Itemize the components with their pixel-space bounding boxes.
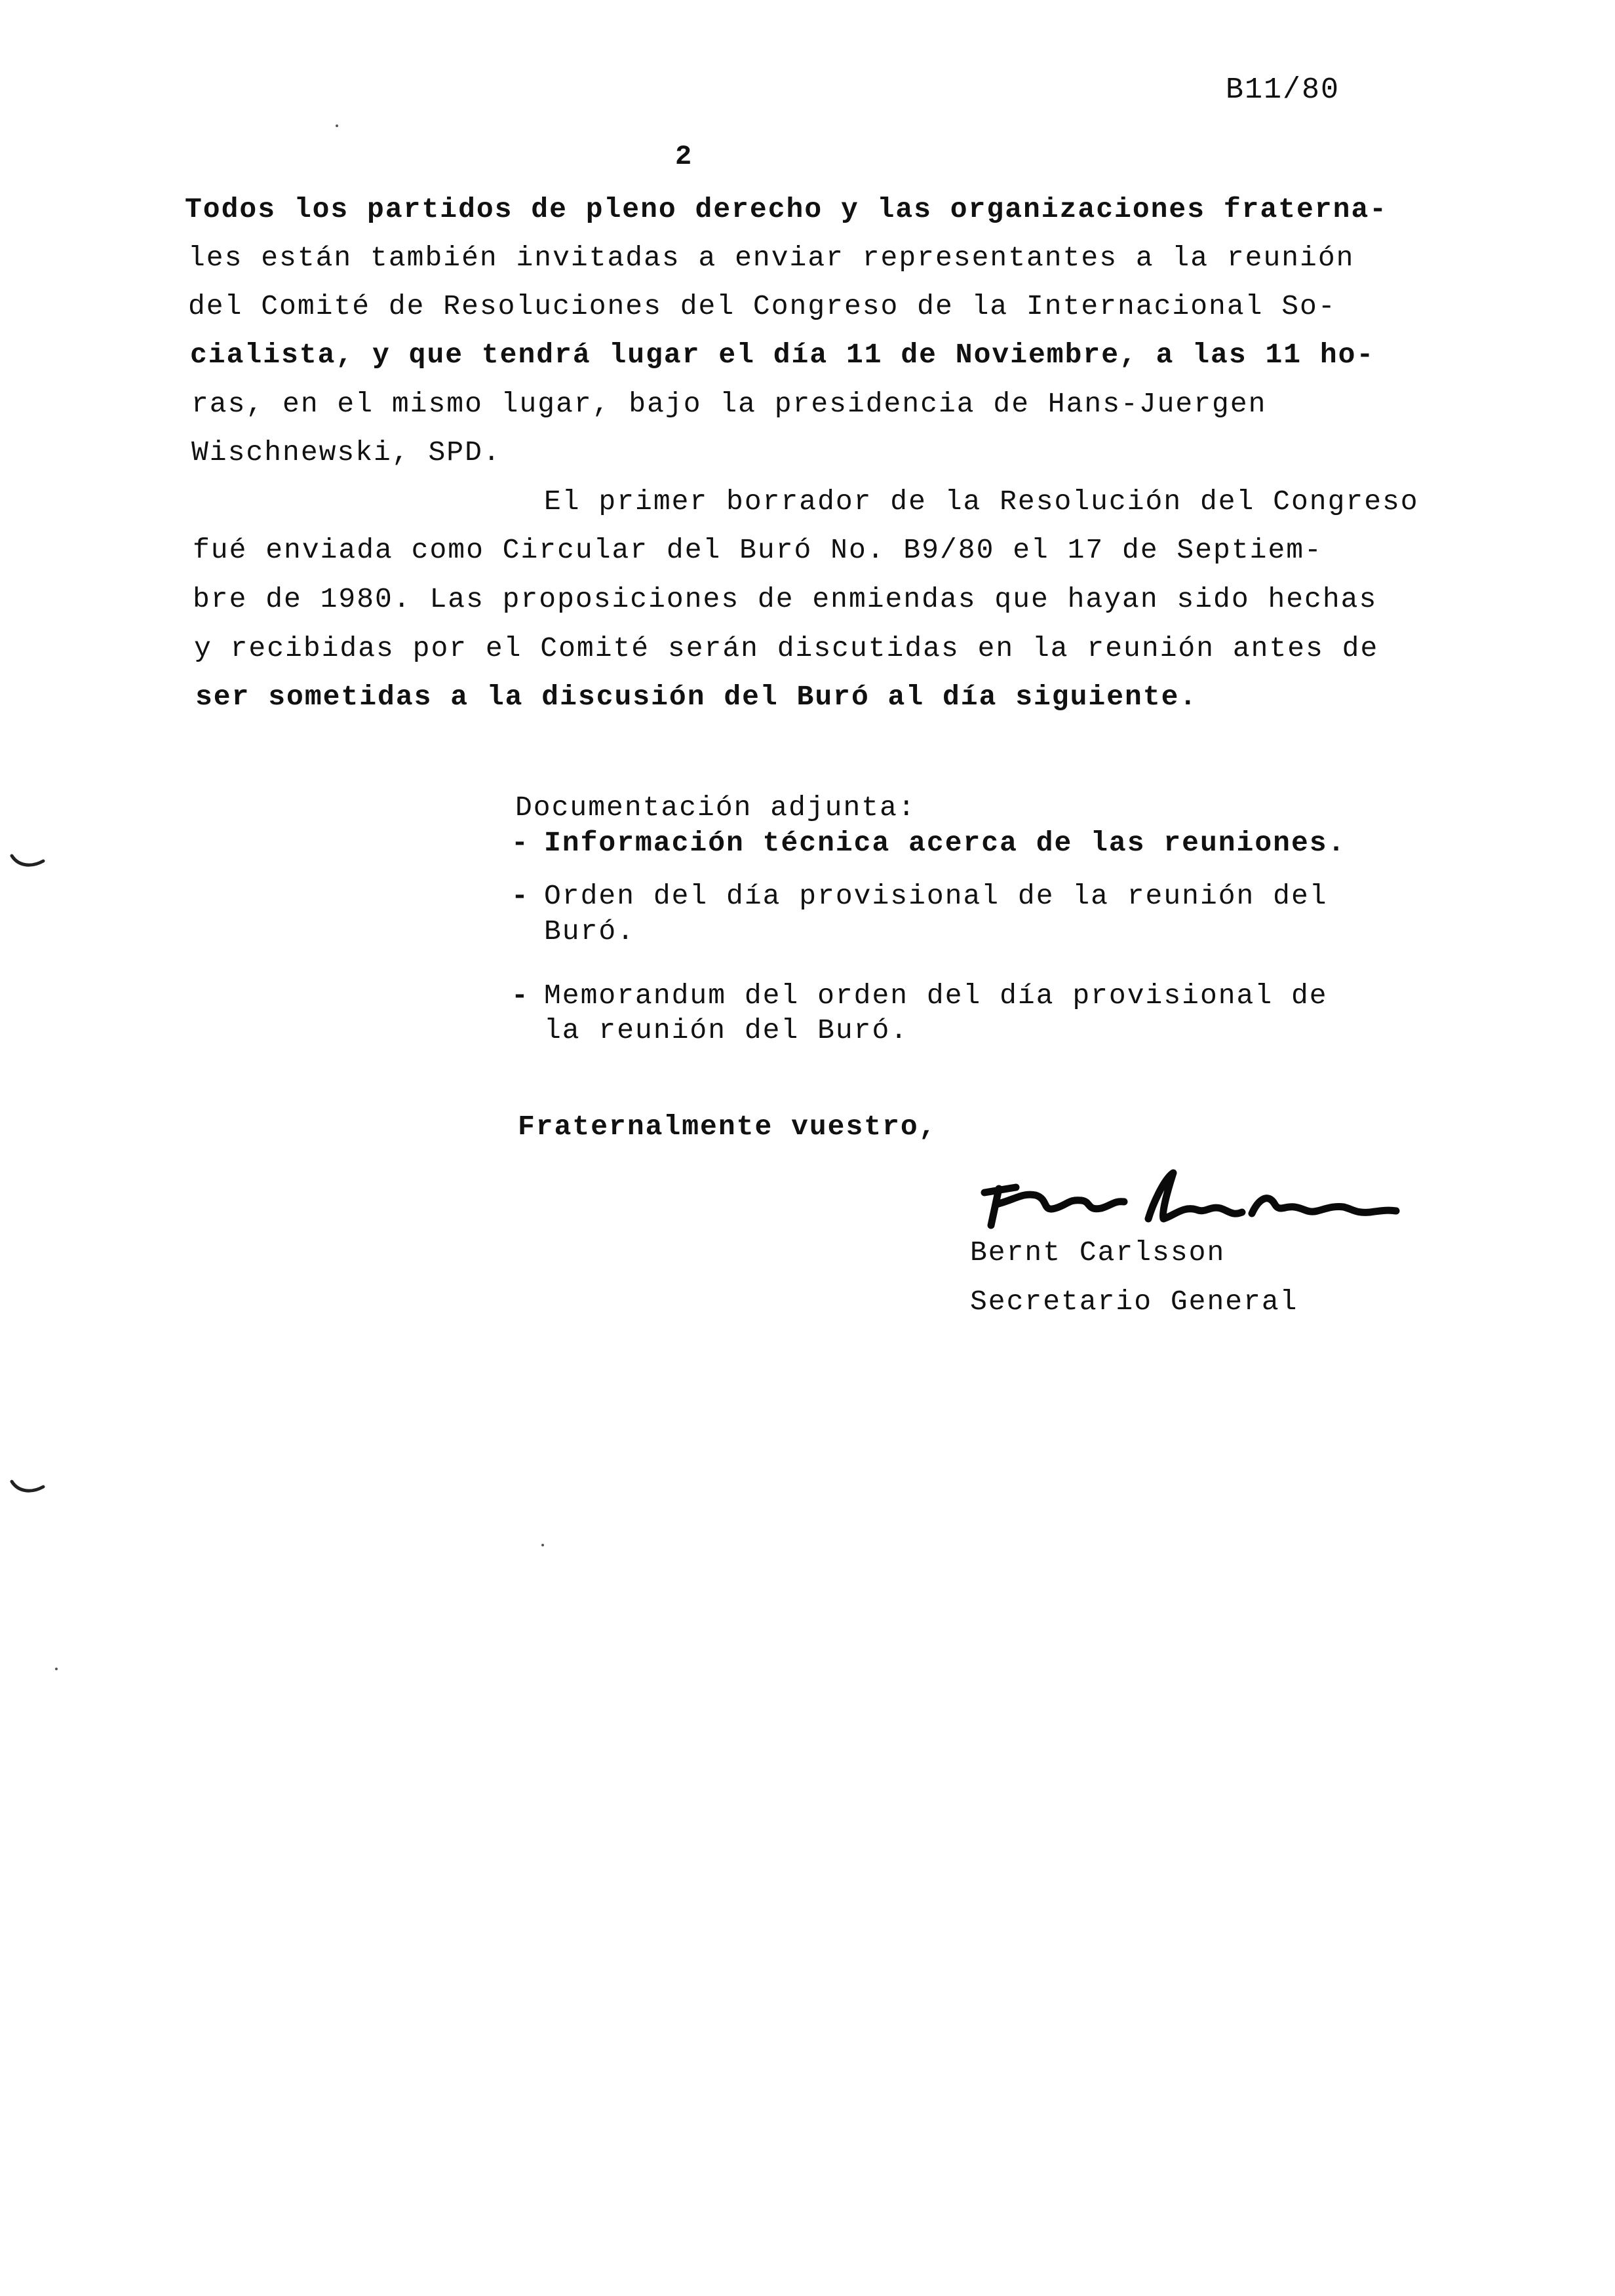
attachment-item-3-continuation: la reunión del Buró.: [544, 1014, 909, 1046]
signer-title: Secretario General: [970, 1286, 1298, 1318]
scan-speck: [336, 124, 338, 127]
paragraph1-line-6: Wischnewski, SPD.: [191, 436, 501, 469]
attachment-item-2-line-1: Orden del día provisional de la reunión del: [544, 880, 1328, 912]
paragraph2-line-2: fué enviada como Circular del Buró No. B9/80 el 17 de Septiem-: [193, 534, 1323, 566]
bullet-dash: -: [511, 980, 530, 1012]
signer-name: Bernt Carlsson: [970, 1236, 1226, 1269]
paragraph2-line-3: bre de 1980. Las proposiciones de enmiendas que hayan sido hechas: [193, 583, 1378, 615]
scan-speck: [55, 1668, 58, 1670]
bullet-dash: -: [511, 880, 530, 912]
paragraph2-line-1: El primer borrador de la Resolución del Congreso: [544, 486, 1419, 518]
paragraph1-line-2: les están también invitadas a enviar representantes a la reunión: [188, 242, 1355, 274]
attachment-item-1-line-1: Información técnica acerca de las reuniones.: [544, 827, 1346, 859]
attachment-item-1: [511, 827, 1346, 859]
attachment-item-2-line-2: [544, 915, 635, 947]
paragraph1-line-3: del Comité de Resoluciones del Congreso de la Internacional So-: [188, 290, 1336, 322]
page-number: 2: [675, 141, 692, 172]
paragraph2-line-5: ser sometidas a la discusión del Buró al día siguiente.: [195, 681, 1198, 713]
bullet-dash: -: [511, 827, 530, 859]
closing-salutation: Fraternalmente vuestro,: [518, 1111, 937, 1143]
paragraph1-line-4: cialista, y que tendrá lugar el día 11 de Noviembre, a las 11 ho-: [190, 339, 1375, 371]
paragraph2-line-4: y recibidas por el Comité serán discutidas en la reunión antes de: [194, 632, 1379, 664]
attachment-item-3: [511, 980, 1328, 1012]
attachment-item-2: [511, 880, 1328, 912]
attachment-item-3-line-1: Memorandum del orden del día provisional de: [544, 980, 1328, 1012]
handwritten-signature: [977, 1153, 1409, 1245]
margin-mark: [8, 1478, 47, 1497]
paragraph1-line-5: ras, en el mismo lugar, bajo la presidencia de Hans-Juergen: [191, 388, 1267, 420]
attachment-item-3-line-2: [544, 1014, 908, 1046]
margin-mark: [8, 852, 47, 871]
document-reference: B11/80: [1226, 73, 1340, 107]
attachment-item-2-continuation: Buró.: [544, 915, 636, 947]
paragraph1-line-1: Todos los partidos de pleno derecho y las organizaciones fraterna-: [185, 193, 1388, 225]
scan-speck: [541, 1544, 544, 1546]
attachments-heading: Documentación adjunta:: [515, 792, 916, 824]
